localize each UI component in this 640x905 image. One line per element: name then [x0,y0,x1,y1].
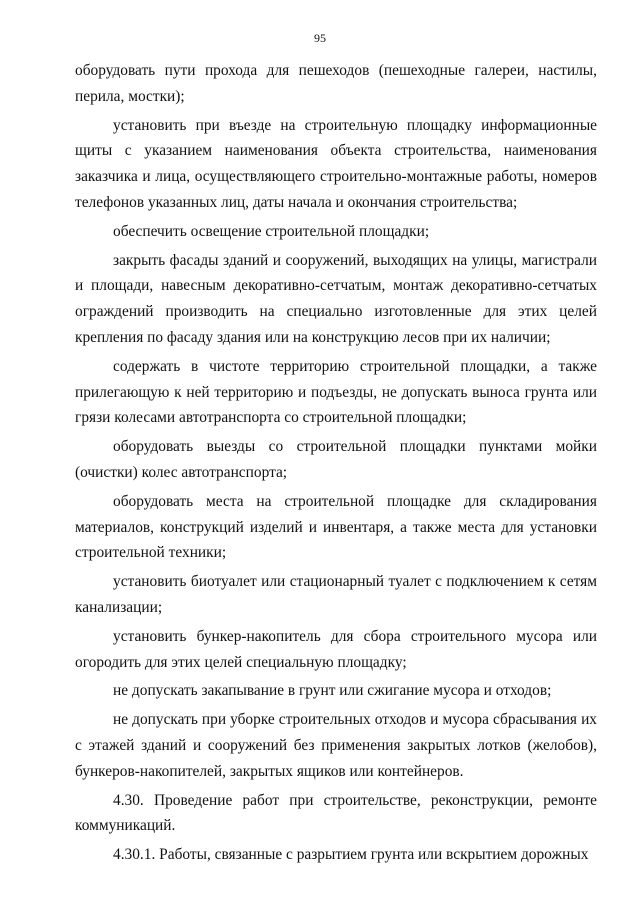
paragraph: установить при въезде на строительную площадку информационные щиты с указанием наименования объекта строительства, наименования заказчика и лица, осуществляющего строительно-монтажные работы, номеров телефонов указанных лиц, даты начала и окончания строительства; [75,116,597,211]
paragraph: содержать в чистоте территорию строительной площадки, а также прилегающую к ней территорию и подъезды, не допускать выноса грунта или грязи колесами автотранспорта со строительной площадки; [75,357,597,427]
paragraph: не допускать закапывание в грунт или сжигание мусора и отходов; [113,682,552,700]
paragraph: установить биотуалет или стационарный туалет с подключением к сетям канализации; [75,573,597,616]
section-heading: 4.30. Проведение работ при строительстве, реконструкции, ремонте коммуникаций. [75,791,597,835]
document-body [75,58,597,868]
paragraph: обеспечить освещение строительной площадки; [113,222,430,240]
subsection-paragraph: 4.30.1. Работы, связанные с разрытием грунта или вскрытием дорожных [113,846,589,864]
paragraph: оборудовать пути прохода для пешеходов (пешеходные галереи, настилы, перила, мостки); [75,62,597,105]
paragraph: установить бункер-накопитель для сбора строительного мусора или огородить для этих целей специальную площадку; [75,627,597,671]
page-number: 95 [314,31,326,45]
paragraph: не допускать при уборке строительных отходов и мусора сбрасывания их с этажей зданий и сооружений без применения закрытых лотков (желобов), бункеров-накопителей, закрытых ящиков или контейнеров. [75,711,597,780]
paragraph: оборудовать места на строительной площадке для складирования материалов, конструкций изделий и инвентаря, а также места для установки строительной техники; [75,492,597,562]
paragraph: оборудовать выезды со строительной площадки пунктами мойки (очистки) колес автотранспорта; [75,438,597,481]
paragraph: закрыть фасады зданий и сооружений, выходящих на улицы, магистрали и площади, навесным декоративно-сетчатым, монтаж декоративно-сетчатых ограждений производить на специально изготовленные для этих целей крепления по фасаду здания или на конструкцию лесов при их наличии; [75,251,597,346]
